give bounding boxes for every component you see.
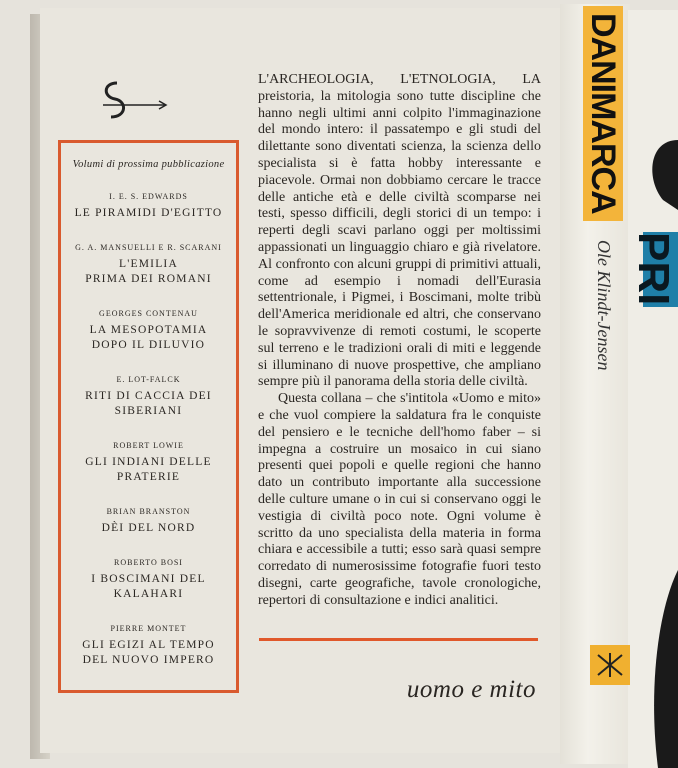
volume-title: DÈI DEL NORD (101, 522, 196, 534)
volume-title: GLI EGIZI AL TEMPO (82, 639, 215, 651)
volume-title: L'EMILIA (119, 258, 178, 270)
publisher-logo-icon (95, 75, 170, 125)
volume-author: G. A. MANSUELLI E R. SCARANI (75, 243, 222, 252)
volume-author: ROBERTO BOSI (114, 558, 183, 567)
front-cover-edge (628, 10, 678, 768)
volume-author: PIERRE MONTET (110, 624, 187, 633)
volume-title: DEL NUOVO IMPERO (82, 654, 215, 666)
blurb-text (258, 72, 541, 610)
series-name: uomo e mito (406, 676, 536, 703)
volume-author: GEORGES CONTENAU (99, 309, 198, 318)
volume-entry (61, 558, 236, 602)
spine-author: Ole Klindt-Jensen (594, 240, 614, 371)
series-emblem-icon (590, 645, 630, 685)
volume-title: LE PIRAMIDI D'EGITTO (74, 207, 223, 219)
volume-title: DOPO IL DILUVIO (91, 339, 206, 351)
volume-title: I BOSCIMANI DEL KALAHARI (91, 573, 206, 600)
volume-title: RITI DI CACCIA DEI SIBERIANI (85, 390, 212, 417)
paragraph-2: Questa collana – che s'intitola «Uomo e mito» e che vuol compiere la saldatura fra le conquiste del pensiero e le tecniche dell'homo faber – si impegna a costruire un mosaico in cui siano presenti quei popoli e quelle regioni che hanno dato un contributo importante alla successione delle culture umane o in cui si conservano oggi le vestigia di civiltà poco note. Ogni volume è scritto da uno specialista della materia in forma chiara e accessibile a tutti; esso sarà quasi sempre corredato di numerosissime fotografie fuori testo disegni, carte geografiche, tavole cronologiche, repertori di consultazione e indici analitici. (258, 391, 541, 608)
volume-title: PRIMA DEI ROMANI (85, 273, 212, 285)
volume-entry (61, 309, 236, 353)
panel-heading: Volumi di prossima pubblicazione (72, 159, 225, 170)
volume-author: I. E. S. EDWARDS (109, 192, 188, 201)
volume-entry (61, 192, 236, 221)
volume-entry (61, 441, 236, 485)
front-title-fragment: PRI (629, 232, 678, 306)
dark-figure-icon (628, 10, 678, 768)
volume-author: BRIAN BRANSTON (106, 507, 191, 516)
volume-entry (61, 507, 236, 536)
spine-title: DANIMARCA (583, 6, 623, 221)
paragraph-1: L'ARCHEOLOGIA, L'ETNOLOGIA, LA preistoria, la mitologia sono tutte discipline che hanno negli ultimi anni colpito l'immaginazione del mondo intero: il passatempo e gli studi del dilettante sono diventati scienza, la scienza dello specialista si è fatta hobby interessante e piacevole. Ormai non dobbiamo cercare le tracce delle antiche età e delle civiltà scomparse nei testi, spesso difficili, degli storici di un tempo: i reperti degli scavi parlano oggi per moltissimi appassionati un linguaggio chiaro e già rivelatore. Al confronto con alcuni gruppi di primitivi attuali, come ad esempio i nomadi dell'Eurasia settentrionale, i Pigmei, i Boscimani, molte tribù dell'America meridionale ed altri, che conservano le sopravvivenze di remoti costumi, le scoperte sul terreno e le tradizioni orali di miti e leggende si illuminano di nuove prospettive, che ampliano sempre più il panorama della storia delle civiltà. (258, 72, 541, 390)
volume-entry (61, 624, 236, 668)
volume-entry (61, 243, 236, 287)
volume-entry (61, 375, 236, 419)
red-divider (259, 638, 538, 641)
volume-title: GLI INDIANI DELLE PRATERIE (85, 456, 212, 483)
forthcoming-volumes-panel (58, 140, 239, 693)
volume-author: ROBERT LOWIE (113, 441, 184, 450)
volume-title: LA MESOPOTAMIA (89, 324, 208, 336)
volume-author: E. LOT-FALCK (116, 375, 181, 384)
